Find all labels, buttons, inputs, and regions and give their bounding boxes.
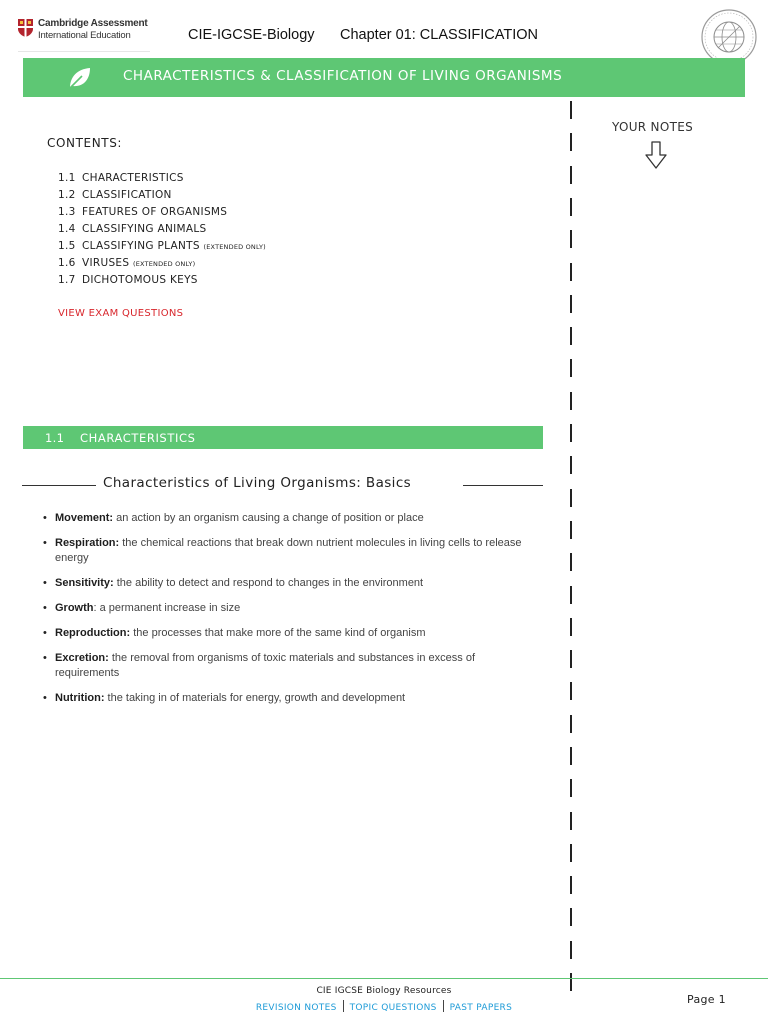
toc-label: CHARACTERISTICS	[82, 172, 184, 184]
divider-dash	[570, 133, 572, 151]
page-title: CHARACTERISTICS & CLASSIFICATION OF LIVING ORGANISMS	[123, 68, 563, 84]
bullet-term: Reproduction:	[55, 627, 131, 639]
toc-item-dichotomous-keys[interactable]	[58, 273, 266, 290]
topic-questions-link[interactable]: TOPIC QUESTIONS	[349, 1003, 437, 1013]
toc-number: 1.5	[58, 240, 76, 252]
leaf-icon	[67, 65, 93, 91]
divider-dash	[570, 263, 572, 281]
toc-note: (EXTENDED ONLY)	[203, 243, 266, 251]
footer-separator	[343, 1000, 344, 1012]
footer-title: CIE IGCSE Biology Resources	[316, 986, 452, 996]
divider-dash	[570, 844, 572, 862]
bullet-term: Nutrition:	[55, 692, 105, 704]
list-item	[43, 536, 523, 566]
toc-number: 1.6	[58, 257, 76, 269]
divider-dash	[570, 198, 572, 216]
divider-dash	[570, 812, 572, 830]
divider-dash	[570, 586, 572, 604]
past-papers-link[interactable]: PAST PAPERS	[449, 1003, 513, 1013]
chapter-title: Chapter 01: CLASSIFICATION	[340, 27, 538, 43]
toc-label: CLASSIFICATION	[82, 189, 172, 201]
subheading-rule-left	[22, 485, 96, 486]
bullet-term: Growth	[55, 602, 94, 614]
divider-dash	[570, 747, 572, 765]
toc-label: FEATURES OF ORGANISMS	[82, 206, 228, 218]
bullet-text: the processes that make more of the same kind of organism	[130, 627, 426, 639]
list-item	[43, 601, 523, 616]
divider-dash	[570, 359, 572, 377]
subheading-rule-right	[463, 485, 543, 486]
toc-item-classifying-plants[interactable]	[58, 239, 266, 256]
bullet-text: the taking in of materials for energy, growth and development	[104, 692, 406, 704]
toc-number: 1.1	[58, 172, 76, 184]
toc-item-features-of-organisms[interactable]	[58, 205, 266, 222]
bullet-icon: •	[43, 577, 47, 589]
divider-dash	[570, 876, 572, 894]
divider-dash	[570, 618, 572, 636]
bullet-term: Movement:	[55, 512, 114, 524]
table-of-contents	[58, 171, 266, 290]
bullet-icon: •	[43, 652, 47, 664]
revision-notes-link[interactable]: REVISION NOTES	[255, 1003, 337, 1013]
bullet-text: the chemical reactions that break down nutrient molecules in living cells to release energy	[55, 537, 522, 564]
bullet-icon: •	[43, 512, 47, 524]
bullet-term: Sensitivity:	[55, 577, 114, 589]
section-header	[23, 426, 543, 449]
list-item	[43, 626, 523, 641]
view-exam-questions-link[interactable]: VIEW EXAM QUESTIONS	[58, 308, 184, 319]
divider-dash	[570, 682, 572, 700]
toc-item-classifying-animals[interactable]	[58, 222, 266, 239]
divider-dash	[570, 230, 572, 248]
toc-number: 1.3	[58, 206, 76, 218]
bullet-text: the removal from organisms of toxic materials and substances in excess of requirements	[55, 652, 476, 679]
your-notes-label: YOUR NOTES	[612, 120, 694, 134]
bullet-text: an action by an organism causing a change of position or place	[113, 512, 424, 524]
logo-line-1: Cambridge Assessment	[38, 18, 148, 29]
contents-heading: CONTENTS:	[47, 136, 123, 150]
divider-dash	[570, 521, 572, 539]
toc-number: 1.2	[58, 189, 76, 201]
section-number: 1.1	[45, 431, 65, 445]
section-title: CHARACTERISTICS	[80, 431, 196, 445]
divider-dash	[570, 908, 572, 926]
list-item	[43, 576, 523, 591]
footer-separator	[443, 1000, 444, 1012]
cambridge-logo	[18, 16, 150, 52]
divider-dash	[570, 327, 572, 345]
bullet-icon: •	[43, 602, 47, 614]
divider-dash	[570, 715, 572, 733]
bullet-text: : a permanent increase in size	[93, 602, 241, 614]
toc-note: (EXTENDED ONLY)	[132, 260, 196, 268]
logo-divider	[18, 51, 150, 52]
divider-dash	[570, 941, 572, 959]
bullet-icon: •	[43, 627, 47, 639]
bullet-term: Excretion:	[55, 652, 109, 664]
characteristics-list	[43, 511, 523, 716]
bullet-term: Respiration:	[55, 537, 120, 549]
footer-divider	[0, 978, 768, 979]
divider-dash	[570, 392, 572, 410]
cambridge-shield-icon	[18, 19, 33, 37]
down-arrow-icon	[645, 141, 667, 169]
list-item	[43, 691, 523, 706]
toc-label: CLASSIFYING PLANTS	[82, 240, 200, 252]
subject-title: CIE-IGCSE-Biology	[188, 27, 315, 43]
toc-item-classification[interactable]	[58, 188, 266, 205]
bullet-icon: •	[43, 692, 47, 704]
toc-label: DICHOTOMOUS KEYS	[82, 274, 198, 286]
title-banner	[23, 58, 745, 97]
divider-dash	[570, 295, 572, 313]
divider-dash	[570, 650, 572, 668]
divider-dash	[570, 456, 572, 474]
subheading: Characteristics of Living Organisms: Basics	[103, 475, 412, 491]
toc-item-viruses[interactable]	[58, 256, 266, 273]
divider-dash	[570, 101, 572, 119]
toc-label: VIRUSES	[82, 257, 130, 269]
toc-number: 1.4	[58, 223, 76, 235]
logo-line-2: International Education	[38, 30, 131, 41]
toc-item-characteristics[interactable]	[58, 171, 266, 188]
toc-number: 1.7	[58, 274, 76, 286]
divider-dash	[570, 489, 572, 507]
divider-dash	[570, 424, 572, 442]
divider-dash	[570, 553, 572, 571]
divider-dash	[570, 779, 572, 797]
bullet-text: the ability to detect and respond to changes in the environment	[113, 577, 424, 589]
list-item	[43, 511, 523, 526]
bullet-icon: •	[43, 537, 47, 549]
footer-links	[0, 1000, 768, 1013]
divider-dash	[570, 166, 572, 184]
toc-label: CLASSIFYING ANIMALS	[82, 223, 207, 235]
page-number: Page 1	[687, 993, 726, 1006]
list-item	[43, 651, 523, 681]
